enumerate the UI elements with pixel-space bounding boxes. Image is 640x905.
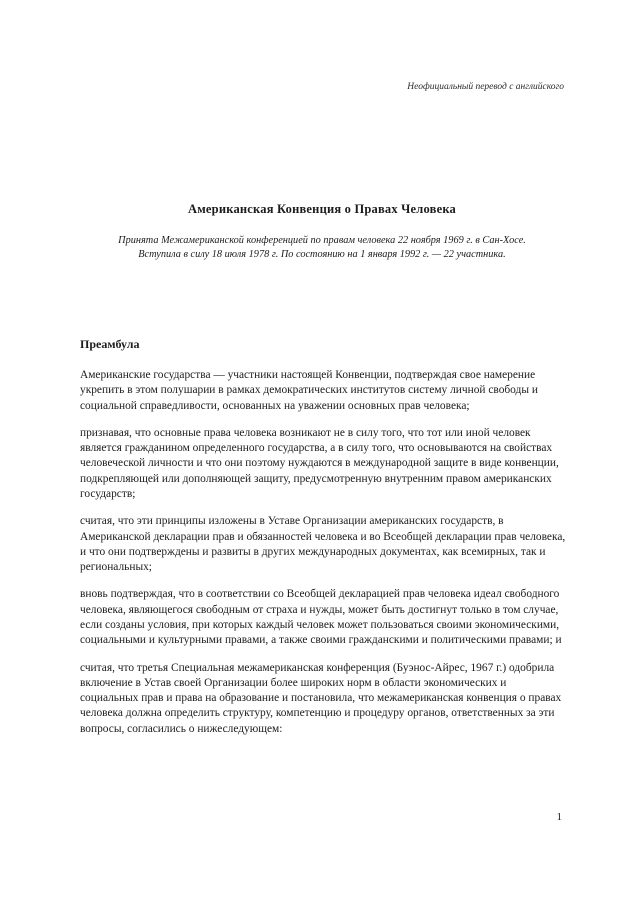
document-title: Американская Конвенция о Правах Человека (187, 202, 456, 216)
preamble-paragraph: вновь подтверждая, что в соответствии со Всеобщей декларацией прав человека идеал свободного человека, являющегося свободным от страха и нужды, может быть достигнут только в том случае, если созданы условия, при которых каждый человек может пользоваться своими экономическими, социальными и культурными правами, а также своими гражданскими и политическими правами; и (80, 588, 562, 647)
document-body (80, 336, 566, 749)
preamble-paragraph: признавая, что основные права человека возникают не в силу того, что тот или иной человек является гражданином определенного государства, а в силу того, что основываются на свойствах человеческой личности и что они поэтому нуждаются в международной защите в виде конвенции, подкрепляющей или дополняющей защиту, предусмотренную внутренним правом американских государств; (80, 426, 559, 501)
preamble-paragraph: Американские государства — участники настоящей Конвенции, подтверждая свое намерение укрепить в этом полушарии в рамках демократических институтов систему личной свободы и социальной справедливости, основанных на уважении основных прав человека; (80, 369, 538, 412)
document-subtitle (90, 234, 554, 262)
subtitle-line-2: Вступила в силу 18 июля 1978 г. По состоянию на 1 января 1992 г. — 22 участника. (138, 248, 506, 260)
preamble-paragraph: считая, что эти принципы изложены в Уставе Организации американских государств, в Американской декларации прав и обязанностей человека и во Всеобщей декларации прав человека, и что они подтверждены и развиты в других международных документах, как всемирных, так и региональных; (80, 515, 566, 574)
subtitle-line-1: Принята Межамериканской конференцией по правам человека 22 ноября 1969 г. в Сан-Хосе. (118, 235, 526, 246)
preamble-paragraph: считая, что третья Специальная межамериканская конференция (Буэнос-Айрес, 1967 г.) одобрила включение в Устав своей Организации более широких норм в области экономических и социальных прав и права на образование и постановила, что межамериканская конвенция о правах человека должна определить структуру, компетенцию и процедуру органов, ответственных за эти вопросы, согласились о нижеследующем: (80, 661, 562, 735)
page-number: 1 (556, 811, 562, 823)
section-heading-preamble: Преамбула (80, 337, 140, 351)
translation-note: Неофициальный перевод с английского (407, 82, 564, 92)
